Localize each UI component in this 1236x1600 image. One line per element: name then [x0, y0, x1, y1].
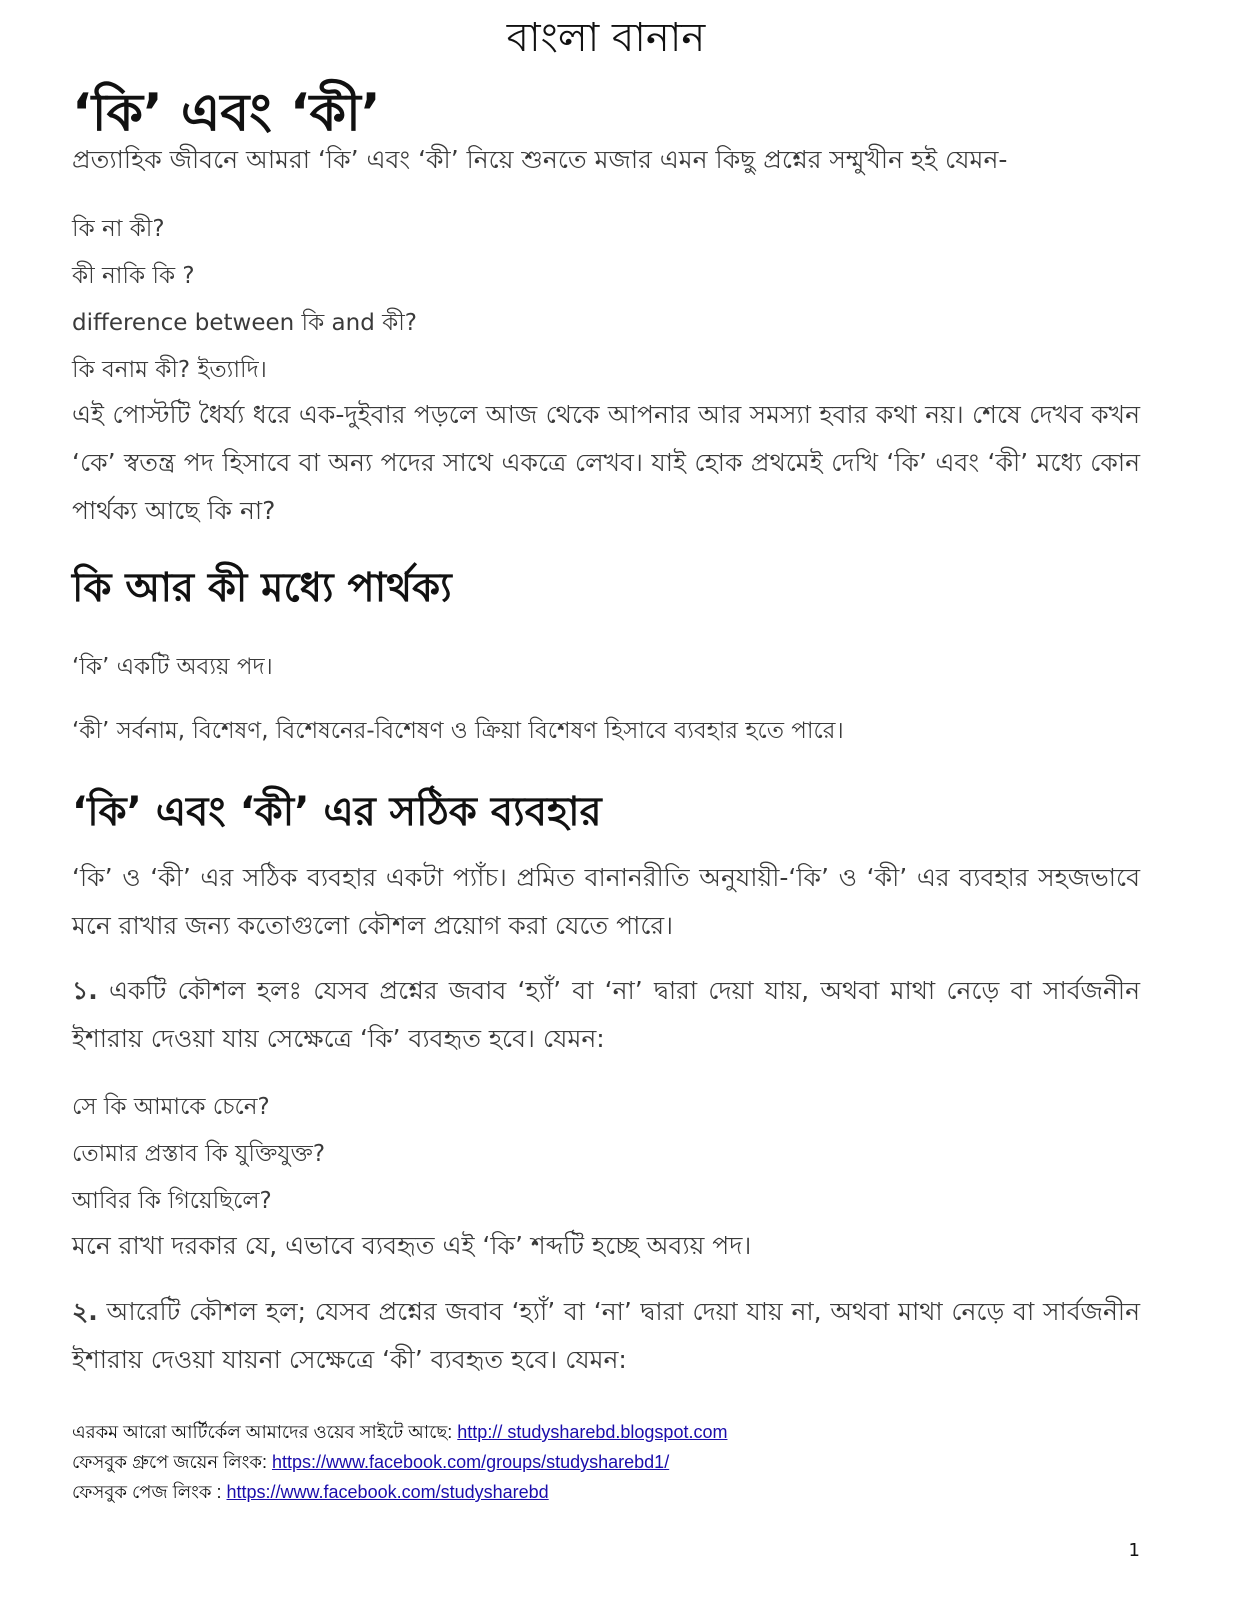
- footer-group-line: [72, 1447, 727, 1477]
- footer: [72, 1417, 727, 1507]
- footer-website-label: এরকম আরো আর্টির্কেল আমাদের ওয়েব সাইটে আছে:: [72, 1422, 458, 1442]
- footer-group-label: ফেসবুক গ্রুপে জয়েন লিংক:: [72, 1452, 272, 1472]
- intro-paragraph: প্রত্যাহিক জীবনে আমরা ‘কি’ এবং ‘কী’ নিয়ে শুনতে মজার এমন কিছু প্রশ্নের সম্মুখীন হই যেমন-: [72, 145, 1008, 174]
- question-line: কি বনাম কী? ইত্যাদি।: [72, 357, 267, 383]
- question-line: কী নাকি কি ?: [72, 263, 195, 289]
- footer-page-line: [72, 1477, 727, 1507]
- header-title: বাংলা বানান: [506, 15, 706, 61]
- difference-kee: ‘কী’ সর্বনাম, বিশেষণ, বিশেষনের-বিশেষণ ও ক্রিয়া বিশেষণ হিসাবে ব্যবহার হতে পারে।: [72, 718, 844, 744]
- website-link[interactable]: http:// studysharebd.blogspot.com: [457, 1422, 728, 1442]
- facebook-group-link[interactable]: https://www.facebook.com/groups/studysharebd1/: [271, 1452, 670, 1472]
- example-line: সে কি আমাকে চেনে?: [72, 1094, 270, 1120]
- rule-2: [72, 1288, 1140, 1384]
- example-line: তোমার প্রস্তাব কি যুক্তিযুক্ত?: [72, 1141, 326, 1167]
- main-heading: ‘কি’ এবং ‘কী’: [72, 83, 381, 143]
- rule-1-note: মনে রাখা দরকার যে, এভাবে ব্যবহৃত এই ‘কি’ শব্দটি হচ্ছে অব্যয় পদ।: [72, 1231, 752, 1260]
- question-line: কি না কী?: [72, 216, 165, 242]
- rule-1-text: একটি কৌশল হলঃ যেসব প্রশ্নের জবাব ‘হ্যাঁ’ বা ‘না’ দ্বারা দেয়া যায়, অথবা মাথা নেড়ে বা সার্বজনীন ইশারায় দেওয়া যায় সেক্ষেত্রে ‘কি’ ব্যবহৃত হবে। যেমন:: [72, 976, 1140, 1053]
- rule-1: [72, 967, 1140, 1063]
- facebook-page-link[interactable]: https://www.facebook.com/studysharebd: [226, 1482, 549, 1502]
- page-number: 1: [1128, 1540, 1140, 1561]
- rule-2-number: ২.: [72, 1297, 98, 1326]
- question-line: difference between কি and কী?: [72, 310, 417, 336]
- usage-intro: ‘কি’ ও ‘কী’ এর সঠিক ব্যবহার একটা প্যাঁচ। প্রমিত বানানরীতি অনুযায়ী-‘কি’ ও ‘কী’ এর ব্যবহার সহজভাবে মনে রাখার জন্য কতোগুলো কৌশল প্রয়োগ করা যেতে পারে।: [72, 863, 1140, 940]
- rule-2-text: আরেটি কৌশল হল; যেসব প্রশ্নের জবাব ‘হ্যাঁ’ বা ‘না’ দ্বারা দেয়া যায় না, অথবা মাথা নেড়ে বা সার্বজনীন ইশারায় দেওয়া যায়না সেক্ষেত্রে ‘কী’ ব্যবহৃত হবে। যেমন:: [72, 1297, 1140, 1374]
- difference-ki: ‘কি’ একটি অব্যয় পদ।: [72, 654, 273, 680]
- section-heading-difference: কি আর কী মধ্যে পার্থক্য: [72, 565, 452, 611]
- footer-website-line: [72, 1417, 727, 1447]
- document-page: [72, 0, 1140, 1600]
- footer-page-label: ফেসবুক পেজ লিংক :: [72, 1482, 227, 1502]
- section-heading-usage: ‘কি’ এবং ‘কী’ এর সঠিক ব্যবহার: [72, 789, 602, 835]
- rule-1-number: ১.: [72, 976, 98, 1005]
- example-line: আবির কি গিয়েছিলে?: [72, 1188, 272, 1214]
- paragraph-1: এই পোস্টটি ধৈর্য্য ধরে এক-দুইবার পড়লে আজ থেকে আপনার আর সমস্যা হবার কথা নয়। শেষে দেখব কখন ‘কে’ স্বতন্ত্র পদ হিসাবে বা অন্য পদের সাথে একত্রে লেখব। যাই হোক প্রথমেই দেখি ‘কি’ এবং ‘কী’ মধ্যে কোন পার্থক্য আছে কি না?: [72, 400, 1140, 525]
